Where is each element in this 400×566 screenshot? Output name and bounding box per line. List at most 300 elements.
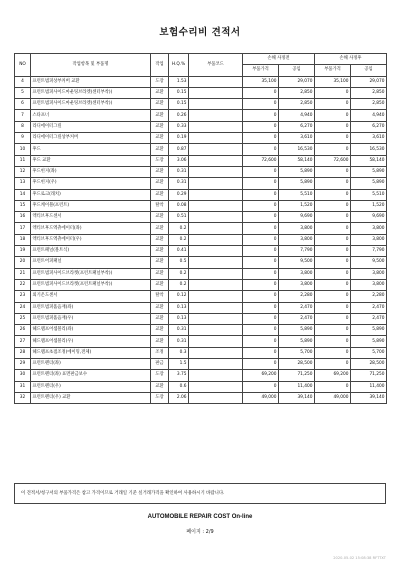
table-row [15, 212, 387, 223]
row-pre-labor: 5,890 [279, 178, 315, 189]
table-row [15, 325, 387, 336]
row-hq: 0.51 [169, 212, 189, 223]
table-row [15, 234, 387, 245]
row-part-name: 프런트패널(볼트식) [31, 246, 151, 257]
row-pre-labor: 2,470 [279, 313, 315, 324]
row-pre-labor: 3,800 [279, 279, 315, 290]
row-pre-part-price: 0 [243, 325, 279, 336]
row-post-labor: 11,400 [351, 381, 387, 392]
row-part-name: 헤드램프초점조정(에이밍,전체) [31, 347, 151, 358]
row-hq: 0.31 [169, 178, 189, 189]
row-pre-labor: 3,610 [279, 133, 315, 144]
row-pre-part-price: 0 [243, 302, 279, 313]
row-work: 교환 [151, 87, 169, 98]
header-no: NO [15, 54, 31, 77]
header-hq: H.Q.% [169, 54, 189, 77]
row-post-part-price: 0 [315, 178, 351, 189]
row-post-labor: 28,500 [351, 359, 387, 370]
table-row [15, 246, 387, 257]
header-post-part-price: 부품가격 [315, 65, 351, 76]
row-pre-part-price: 0 [243, 223, 279, 234]
header-post-assessment: 손해 사정후 [315, 54, 387, 65]
row-work: 교환 [151, 189, 169, 200]
row-no: 26 [15, 325, 31, 336]
row-pre-labor: 28,500 [279, 359, 315, 370]
table-row [15, 223, 387, 234]
row-hq: 0.6 [169, 381, 189, 392]
row-no: 12 [15, 166, 31, 177]
table-row [15, 110, 387, 121]
row-no: 10 [15, 144, 31, 155]
row-work: 교환 [151, 110, 169, 121]
header-pre-assessment: 손해 사정전 [243, 54, 315, 65]
row-work: 교환 [151, 381, 169, 392]
row-post-part-price: 0 [315, 325, 351, 336]
row-part-name: 헤드램프어셈블리(우) [31, 336, 151, 347]
row-work: 교환 [151, 313, 169, 324]
row-hq: 1.53 [169, 76, 189, 87]
header-work: 작업 [151, 54, 169, 77]
row-code [189, 223, 243, 234]
row-hq: 0.87 [169, 144, 189, 155]
row-pre-part-price: 0 [243, 200, 279, 211]
table-header [15, 54, 387, 77]
row-no: 22 [15, 279, 31, 290]
row-part-name: 엑티브후드센서 [31, 212, 151, 223]
row-post-part-price: 0 [315, 133, 351, 144]
row-code [189, 144, 243, 155]
row-post-part-price: 0 [315, 381, 351, 392]
row-pre-labor: 5,890 [279, 325, 315, 336]
row-post-labor: 5,890 [351, 166, 387, 177]
row-post-part-price: 0 [315, 166, 351, 177]
row-post-part-price: 0 [315, 302, 351, 313]
row-pre-labor: 29,070 [279, 76, 315, 87]
row-post-part-price: 0 [315, 347, 351, 358]
row-pre-labor: 2,850 [279, 87, 315, 98]
table-row [15, 99, 387, 110]
row-pre-part-price: 0 [243, 212, 279, 223]
row-hq: 3.06 [169, 155, 189, 166]
row-work: 조정 [151, 347, 169, 358]
row-code [189, 246, 243, 257]
row-post-labor: 9,690 [351, 212, 387, 223]
row-hq: 0.29 [169, 189, 189, 200]
row-code [189, 257, 243, 268]
row-hq: 0.33 [169, 121, 189, 132]
row-post-part-price: 35,100 [315, 76, 351, 87]
table-row [15, 121, 387, 132]
row-no: 28 [15, 347, 31, 358]
row-pre-part-price: 0 [243, 291, 279, 302]
header-post-labor: 공임 [351, 65, 387, 76]
table-row [15, 370, 387, 381]
row-code [189, 291, 243, 302]
row-pre-part-price: 0 [243, 246, 279, 257]
row-pre-part-price: 0 [243, 359, 279, 370]
row-part-name: 프런트범퍼사이드마운팅브라켓(센터부착)( [31, 87, 151, 98]
row-post-part-price: 0 [315, 291, 351, 302]
row-pre-part-price: 0 [243, 99, 279, 110]
row-post-part-price: 0 [315, 268, 351, 279]
row-work: 교환 [151, 144, 169, 155]
row-post-part-price: 0 [315, 121, 351, 132]
row-code [189, 166, 243, 177]
table-row [15, 189, 387, 200]
row-pre-labor: 1,520 [279, 200, 315, 211]
row-code [189, 234, 243, 245]
row-post-part-price: 0 [315, 200, 351, 211]
document-title: 보험수리비 견적서 [159, 27, 241, 38]
row-no: 32 [15, 392, 31, 403]
row-post-labor: 5,890 [351, 336, 387, 347]
row-pre-labor: 39,140 [279, 392, 315, 403]
row-part-name: 후드힌지(우) [31, 178, 151, 189]
row-part-name: 프런트펜더(우) 교환 [31, 392, 151, 403]
header-pre-labor: 공임 [279, 65, 315, 76]
row-post-labor: 2,470 [351, 302, 387, 313]
row-post-part-price: 0 [315, 223, 351, 234]
row-part-name: 프런트범퍼사이드마운팅브라켓(센터부착)( [31, 99, 151, 110]
table-row [15, 268, 387, 279]
row-hq: 1.5 [169, 359, 189, 370]
row-pre-part-price: 0 [243, 257, 279, 268]
row-work: 교환 [151, 99, 169, 110]
row-post-labor: 5,510 [351, 189, 387, 200]
row-pre-labor: 2,850 [279, 99, 315, 110]
row-post-part-price: 0 [315, 87, 351, 98]
row-post-labor: 3,610 [351, 133, 387, 144]
row-hq: 0.19 [169, 133, 189, 144]
table-row [15, 313, 387, 324]
row-hq: 0.26 [169, 110, 189, 121]
row-no: 14 [15, 189, 31, 200]
row-work: 교환 [151, 133, 169, 144]
table-row [15, 279, 387, 290]
row-code [189, 313, 243, 324]
row-post-labor: 4,940 [351, 110, 387, 121]
row-part-name: 엑티브후드엑츄에이터(우) [31, 234, 151, 245]
row-work: 교환 [151, 178, 169, 189]
table-row [15, 392, 387, 403]
row-hq: 3.75 [169, 370, 189, 381]
footer-title: AUTOMOBILE REPAIR COST On-line [147, 514, 253, 520]
row-work: 교환 [151, 325, 169, 336]
row-code [189, 381, 243, 392]
row-part-name: 프런트범퍼사이드브라켓(프런트패널부착)( [31, 279, 151, 290]
row-code [189, 99, 243, 110]
row-pre-part-price: 35,100 [243, 76, 279, 87]
row-work: 도장 [151, 76, 169, 87]
row-hq: 0.2 [169, 279, 189, 290]
row-no: 13 [15, 178, 31, 189]
row-post-labor: 71,250 [351, 370, 387, 381]
page-number: 페이지 : 2/9 [186, 529, 214, 535]
table-row [15, 291, 387, 302]
row-part-name: 후드로크(래치) [31, 189, 151, 200]
row-no: 6 [15, 99, 31, 110]
row-part-name: 프런트어퍼패널 [31, 257, 151, 268]
row-post-part-price: 0 [315, 99, 351, 110]
row-no: 25 [15, 313, 31, 324]
header-pre-part-price: 부품가격 [243, 65, 279, 76]
row-post-labor: 3,800 [351, 234, 387, 245]
row-pre-part-price: 0 [243, 313, 279, 324]
row-part-name: 라디에이터그릴상부커버 [31, 133, 151, 144]
row-work: 도장 [151, 370, 169, 381]
row-pre-labor: 9,690 [279, 212, 315, 223]
row-pre-part-price: 0 [243, 279, 279, 290]
row-work: 교환 [151, 166, 169, 177]
row-code [189, 279, 243, 290]
row-pre-part-price: 69,200 [243, 370, 279, 381]
row-part-name: 프런트범퍼사이드브라켓(프런트패널부착)( [31, 268, 151, 279]
row-hq: 0.31 [169, 336, 189, 347]
row-pre-part-price: 0 [243, 381, 279, 392]
table-row [15, 347, 387, 358]
row-code [189, 110, 243, 121]
row-part-name: 프런트범퍼흡음재(우) [31, 313, 151, 324]
row-no: 5 [15, 87, 31, 98]
table-row [15, 76, 387, 87]
row-hq: 0.13 [169, 313, 189, 324]
row-hq: 0.2 [169, 223, 189, 234]
row-hq: 0.3 [169, 347, 189, 358]
row-post-part-price: 49,000 [315, 392, 351, 403]
row-work: 교환 [151, 279, 169, 290]
row-part-name: 프런트펜더(우) [31, 381, 151, 392]
table-row [15, 178, 387, 189]
row-post-part-price: 0 [315, 212, 351, 223]
row-hq: 0.15 [169, 87, 189, 98]
row-pre-labor: 71,250 [279, 370, 315, 381]
row-code [189, 155, 243, 166]
row-hq: 0.2 [169, 234, 189, 245]
row-post-part-price: 0 [315, 313, 351, 324]
row-post-labor: 6,270 [351, 121, 387, 132]
row-code [189, 76, 243, 87]
row-post-labor: 2,470 [351, 313, 387, 324]
row-pre-part-price: 0 [243, 268, 279, 279]
row-part-name: 후드케이블(프런트) [31, 200, 151, 211]
row-no: 30 [15, 370, 31, 381]
row-post-labor: 5,890 [351, 325, 387, 336]
row-post-labor: 3,800 [351, 268, 387, 279]
row-post-part-price: 0 [315, 257, 351, 268]
row-no: 9 [15, 133, 31, 144]
row-hq: 0.15 [169, 99, 189, 110]
row-no: 16 [15, 212, 31, 223]
print-timestamp: 2020-05-02 15:08:38 RFTTXT [333, 556, 386, 560]
table-row [15, 166, 387, 177]
row-part-name: 엑티브후드엑츄에이터(좌) [31, 223, 151, 234]
row-no: 31 [15, 381, 31, 392]
row-pre-labor: 4,940 [279, 110, 315, 121]
row-post-labor: 5,700 [351, 347, 387, 358]
row-hq: 0.41 [169, 246, 189, 257]
table-row [15, 302, 387, 313]
row-pre-labor: 5,890 [279, 166, 315, 177]
row-no: 7 [15, 110, 31, 121]
row-no: 18 [15, 234, 31, 245]
row-post-labor: 16,530 [351, 144, 387, 155]
row-pre-labor: 9,500 [279, 257, 315, 268]
row-no: 27 [15, 336, 31, 347]
row-post-part-price: 72,600 [315, 155, 351, 166]
row-code [189, 133, 243, 144]
row-no: 11 [15, 155, 31, 166]
row-post-part-price: 0 [315, 336, 351, 347]
row-pre-labor: 2,280 [279, 291, 315, 302]
row-work: 도장 [151, 392, 169, 403]
row-code [189, 302, 243, 313]
row-part-name: 헤드램프어셈블리(좌) [31, 325, 151, 336]
row-post-labor: 29,070 [351, 76, 387, 87]
row-part-name: 프런트펜더(좌) [31, 359, 151, 370]
row-pre-part-price: 0 [243, 87, 279, 98]
row-post-part-price: 0 [315, 246, 351, 257]
row-no: 24 [15, 302, 31, 313]
row-pre-part-price: 0 [243, 189, 279, 200]
row-pre-part-price: 49,000 [243, 392, 279, 403]
row-code [189, 359, 243, 370]
row-no: 19 [15, 246, 31, 257]
row-work: 교환 [151, 268, 169, 279]
row-code [189, 370, 243, 381]
row-code [189, 347, 243, 358]
row-work: 탈착 [151, 291, 169, 302]
row-hq: 0.13 [169, 302, 189, 313]
row-no: 20 [15, 257, 31, 268]
row-part-name: 프런트펜더(좌) 표면판금보수 [31, 370, 151, 381]
row-pre-part-price: 72,600 [243, 155, 279, 166]
row-pre-part-price: 0 [243, 166, 279, 177]
row-no: 8 [15, 121, 31, 132]
row-code [189, 178, 243, 189]
row-pre-part-price: 0 [243, 178, 279, 189]
row-work: 교환 [151, 246, 169, 257]
row-post-labor: 3,800 [351, 279, 387, 290]
header-code: 부품코드 [189, 54, 243, 77]
table-row [15, 359, 387, 370]
row-hq: 0.2 [169, 268, 189, 279]
row-code [189, 212, 243, 223]
row-part-name: 스타프너 [31, 110, 151, 121]
row-code [189, 189, 243, 200]
table-row [15, 87, 387, 98]
row-work: 교환 [151, 212, 169, 223]
row-work: 교환 [151, 234, 169, 245]
row-post-part-price: 0 [315, 189, 351, 200]
row-no: 4 [15, 76, 31, 87]
row-pre-labor: 11,400 [279, 381, 315, 392]
row-post-labor: 2,280 [351, 291, 387, 302]
row-no: 15 [15, 200, 31, 211]
row-post-part-price: 69,200 [315, 370, 351, 381]
row-hq: 0.31 [169, 325, 189, 336]
row-hq: 0.12 [169, 291, 189, 302]
row-work: 교환 [151, 121, 169, 132]
row-pre-part-price: 0 [243, 133, 279, 144]
row-post-part-price: 0 [315, 234, 351, 245]
row-hq: 2.06 [169, 392, 189, 403]
table-row [15, 381, 387, 392]
row-no: 29 [15, 359, 31, 370]
row-pre-part-price: 0 [243, 144, 279, 155]
row-no: 17 [15, 223, 31, 234]
row-code [189, 392, 243, 403]
row-pre-part-price: 0 [243, 347, 279, 358]
row-post-part-price: 0 [315, 279, 351, 290]
row-code [189, 268, 243, 279]
row-post-part-price: 0 [315, 110, 351, 121]
table-row [15, 133, 387, 144]
row-pre-part-price: 0 [243, 234, 279, 245]
row-part-name: 라디에이터그릴 [31, 121, 151, 132]
row-pre-labor: 3,800 [279, 234, 315, 245]
row-post-labor: 5,890 [351, 178, 387, 189]
row-post-labor: 9,500 [351, 257, 387, 268]
row-post-labor: 1,520 [351, 200, 387, 211]
row-post-labor: 2,850 [351, 99, 387, 110]
table-row [15, 144, 387, 155]
table-row [15, 200, 387, 211]
row-code [189, 87, 243, 98]
header-part: 작업항목 및 부품명 [31, 54, 151, 77]
row-post-labor: 2,850 [351, 87, 387, 98]
row-hq: 0.08 [169, 200, 189, 211]
row-part-name: 외기온도센서 [31, 291, 151, 302]
table-row [15, 155, 387, 166]
row-code [189, 325, 243, 336]
table-body [15, 76, 387, 404]
row-pre-labor: 6,270 [279, 121, 315, 132]
table-row [15, 257, 387, 268]
row-pre-labor: 3,800 [279, 223, 315, 234]
row-part-name: 프런트범퍼상부커버 교환 [31, 76, 151, 87]
row-pre-part-price: 0 [243, 121, 279, 132]
row-part-name: 프런트범퍼흡음재(좌) [31, 302, 151, 313]
row-part-name: 후드 교환 [31, 155, 151, 166]
row-code [189, 121, 243, 132]
row-pre-labor: 2,470 [279, 302, 315, 313]
row-hq: 0.31 [169, 166, 189, 177]
row-work: 교환 [151, 257, 169, 268]
row-post-labor: 3,800 [351, 223, 387, 234]
row-hq: 0.5 [169, 257, 189, 268]
row-work: 도장 [151, 155, 169, 166]
row-post-part-price: 0 [315, 144, 351, 155]
row-pre-labor: 5,700 [279, 347, 315, 358]
row-pre-labor: 16,530 [279, 144, 315, 155]
row-code [189, 336, 243, 347]
row-post-labor: 58,140 [351, 155, 387, 166]
estimate-table [14, 53, 387, 404]
row-part-name: 후드힌지(좌) [31, 166, 151, 177]
table-row [15, 336, 387, 347]
row-no: 21 [15, 268, 31, 279]
row-post-part-price: 0 [315, 359, 351, 370]
row-work: 교환 [151, 223, 169, 234]
row-code [189, 200, 243, 211]
row-pre-labor: 58,140 [279, 155, 315, 166]
row-post-labor: 7,790 [351, 246, 387, 257]
row-post-labor: 39,140 [351, 392, 387, 403]
row-pre-labor: 3,800 [279, 268, 315, 279]
row-work: 탈착 [151, 200, 169, 211]
row-part-name: 후드 [31, 144, 151, 155]
row-work: 판금 [151, 359, 169, 370]
